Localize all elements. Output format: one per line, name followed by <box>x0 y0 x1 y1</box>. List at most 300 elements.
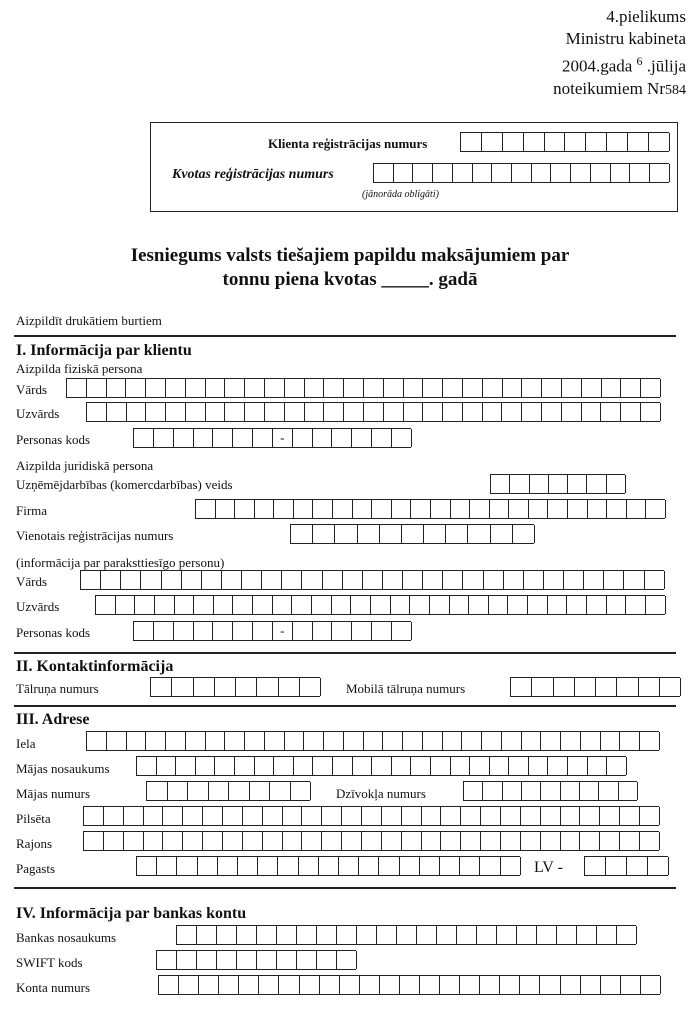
char-cell[interactable] <box>453 164 473 182</box>
char-cell[interactable] <box>599 782 618 800</box>
char-cell[interactable] <box>243 832 263 850</box>
char-cell[interactable] <box>568 500 588 518</box>
char-cell[interactable] <box>383 571 403 589</box>
char-cell[interactable] <box>403 571 423 589</box>
char-cell[interactable] <box>565 133 586 151</box>
char-cell[interactable] <box>521 832 541 850</box>
char-cell[interactable] <box>163 807 183 825</box>
char-cell[interactable] <box>206 379 226 397</box>
char-cell[interactable] <box>645 571 665 589</box>
char-cell[interactable] <box>263 832 283 850</box>
char-cell[interactable] <box>502 403 522 421</box>
char-cell[interactable] <box>660 678 681 696</box>
char-cell[interactable] <box>617 678 638 696</box>
char-cell[interactable] <box>146 379 166 397</box>
char-cell[interactable] <box>392 429 412 447</box>
char-cell[interactable] <box>175 596 195 614</box>
char-cell[interactable] <box>206 403 226 421</box>
char-cell[interactable] <box>461 832 481 850</box>
char-cell[interactable] <box>202 571 222 589</box>
char-cell[interactable] <box>607 475 626 493</box>
char-cell[interactable] <box>196 500 216 518</box>
char-cell[interactable] <box>621 379 641 397</box>
char-cell[interactable] <box>648 857 669 875</box>
char-cell[interactable] <box>135 596 155 614</box>
char-cell[interactable] <box>470 757 490 775</box>
char-cell[interactable] <box>597 926 617 944</box>
char-cell[interactable] <box>277 951 297 969</box>
char-cell[interactable] <box>186 732 206 750</box>
unified-reg-input[interactable] <box>290 524 534 544</box>
char-cell[interactable] <box>481 832 501 850</box>
char-cell[interactable] <box>470 500 490 518</box>
char-cell[interactable] <box>313 525 335 543</box>
char-cell[interactable] <box>282 571 302 589</box>
char-cell[interactable] <box>626 596 646 614</box>
char-cell[interactable] <box>214 596 234 614</box>
char-cell[interactable] <box>302 807 322 825</box>
char-cell[interactable] <box>620 732 640 750</box>
char-cell[interactable] <box>104 807 124 825</box>
char-cell[interactable] <box>236 678 257 696</box>
char-cell[interactable] <box>490 757 510 775</box>
char-cell[interactable] <box>391 596 411 614</box>
char-cell[interactable] <box>451 500 471 518</box>
char-cell[interactable] <box>317 926 337 944</box>
char-cell[interactable] <box>219 976 239 994</box>
char-cell[interactable] <box>263 807 283 825</box>
char-cell[interactable] <box>509 757 529 775</box>
char-cell[interactable] <box>450 596 470 614</box>
char-cell[interactable] <box>339 857 359 875</box>
char-cell[interactable] <box>107 732 127 750</box>
char-cell[interactable] <box>528 596 548 614</box>
char-cell[interactable] <box>564 571 584 589</box>
char-cell[interactable] <box>372 757 392 775</box>
char-cell[interactable] <box>141 571 161 589</box>
bank-name-input[interactable] <box>176 925 636 945</box>
char-cell[interactable] <box>337 951 357 969</box>
char-cell[interactable] <box>548 596 568 614</box>
char-cell[interactable] <box>383 732 403 750</box>
char-cell[interactable] <box>300 678 321 696</box>
char-cell[interactable] <box>250 782 271 800</box>
char-cell[interactable] <box>600 807 620 825</box>
char-cell[interactable] <box>491 525 513 543</box>
char-cell[interactable] <box>312 596 332 614</box>
char-cell[interactable] <box>134 429 154 447</box>
char-cell[interactable] <box>293 622 313 640</box>
char-cell[interactable] <box>359 857 379 875</box>
char-cell[interactable] <box>646 500 666 518</box>
char-cell[interactable] <box>433 164 453 182</box>
char-cell[interactable] <box>630 164 650 182</box>
char-cell[interactable] <box>265 379 285 397</box>
char-cell[interactable] <box>364 403 384 421</box>
char-cell[interactable] <box>410 596 430 614</box>
char-cell[interactable] <box>237 926 257 944</box>
char-cell[interactable] <box>127 732 147 750</box>
char-cell[interactable] <box>649 133 670 151</box>
char-cell[interactable] <box>582 403 602 421</box>
char-cell[interactable] <box>81 571 101 589</box>
char-cell[interactable] <box>580 832 600 850</box>
street-input[interactable] <box>86 731 659 751</box>
char-cell[interactable] <box>285 732 305 750</box>
char-cell[interactable] <box>394 164 414 182</box>
char-cell[interactable] <box>291 782 312 800</box>
char-cell[interactable] <box>297 926 317 944</box>
char-cell[interactable] <box>216 500 236 518</box>
swift-input[interactable] <box>156 950 356 970</box>
char-cell[interactable] <box>627 857 648 875</box>
char-cell[interactable] <box>440 857 460 875</box>
char-cell[interactable] <box>607 500 627 518</box>
char-cell[interactable] <box>225 732 245 750</box>
char-cell[interactable] <box>107 379 127 397</box>
postal-code-input[interactable] <box>584 856 668 876</box>
char-cell[interactable] <box>423 379 443 397</box>
char-cell[interactable] <box>403 732 423 750</box>
char-cell[interactable] <box>313 622 333 640</box>
char-cell[interactable] <box>606 857 627 875</box>
char-cell[interactable] <box>397 926 417 944</box>
char-cell[interactable] <box>279 976 299 994</box>
char-cell[interactable] <box>639 678 660 696</box>
char-cell[interactable] <box>144 832 164 850</box>
char-cell[interactable] <box>279 678 300 696</box>
char-cell[interactable] <box>402 525 424 543</box>
char-cell[interactable] <box>561 732 581 750</box>
char-cell[interactable] <box>174 622 194 640</box>
char-cell[interactable] <box>299 857 319 875</box>
char-cell[interactable] <box>372 500 392 518</box>
char-cell[interactable] <box>380 525 402 543</box>
char-cell[interactable] <box>332 622 352 640</box>
char-cell[interactable] <box>430 596 450 614</box>
char-cell[interactable] <box>483 403 503 421</box>
char-cell[interactable] <box>584 571 604 589</box>
char-cell[interactable] <box>324 732 344 750</box>
char-cell[interactable] <box>121 571 141 589</box>
char-cell[interactable] <box>620 832 640 850</box>
char-cell[interactable] <box>374 164 394 182</box>
char-cell[interactable] <box>203 832 223 850</box>
char-cell[interactable] <box>541 807 561 825</box>
char-cell[interactable] <box>197 951 217 969</box>
char-cell[interactable] <box>522 403 542 421</box>
char-cell[interactable] <box>360 976 380 994</box>
char-cell[interactable] <box>628 133 649 151</box>
char-cell[interactable] <box>163 832 183 850</box>
char-cell[interactable] <box>443 571 463 589</box>
char-cell[interactable] <box>422 832 442 850</box>
char-cell[interactable] <box>343 571 363 589</box>
char-cell[interactable] <box>362 807 382 825</box>
char-cell[interactable] <box>285 379 305 397</box>
char-cell[interactable] <box>557 926 577 944</box>
char-cell[interactable] <box>209 782 230 800</box>
char-cell[interactable] <box>177 857 197 875</box>
char-cell[interactable] <box>196 757 216 775</box>
char-cell[interactable] <box>324 379 344 397</box>
char-cell[interactable] <box>253 429 273 447</box>
char-cell[interactable] <box>352 622 372 640</box>
char-cell[interactable] <box>522 732 542 750</box>
char-cell[interactable] <box>335 525 357 543</box>
char-cell[interactable] <box>420 976 440 994</box>
char-cell[interactable] <box>508 596 528 614</box>
char-cell[interactable] <box>206 732 226 750</box>
char-cell[interactable] <box>524 133 545 151</box>
char-cell[interactable] <box>245 403 265 421</box>
char-cell[interactable] <box>277 926 297 944</box>
char-cell[interactable] <box>225 403 245 421</box>
char-cell[interactable] <box>601 403 621 421</box>
client-reg-input[interactable] <box>460 132 669 152</box>
char-cell[interactable] <box>581 732 601 750</box>
char-cell[interactable] <box>400 857 420 875</box>
char-cell[interactable] <box>87 403 107 421</box>
char-cell[interactable] <box>146 403 166 421</box>
char-cell[interactable] <box>274 757 294 775</box>
char-cell[interactable] <box>166 732 186 750</box>
char-cell[interactable] <box>562 379 582 397</box>
char-cell[interactable] <box>441 807 461 825</box>
char-cell[interactable] <box>577 926 597 944</box>
char-cell[interactable] <box>588 500 608 518</box>
char-cell[interactable] <box>420 857 440 875</box>
char-cell[interactable] <box>621 976 641 994</box>
char-cell[interactable] <box>382 807 402 825</box>
char-cell[interactable] <box>517 926 537 944</box>
char-cell[interactable] <box>423 732 443 750</box>
char-cell[interactable] <box>532 678 553 696</box>
char-cell[interactable] <box>641 976 661 994</box>
char-cell[interactable] <box>372 429 392 447</box>
char-cell[interactable] <box>404 403 424 421</box>
char-cell[interactable] <box>491 475 510 493</box>
char-cell[interactable] <box>640 832 660 850</box>
char-cell[interactable] <box>392 622 412 640</box>
char-cell[interactable] <box>561 832 581 850</box>
char-cell[interactable] <box>222 571 242 589</box>
char-cell[interactable] <box>313 429 333 447</box>
char-cell[interactable] <box>273 596 293 614</box>
char-cell[interactable] <box>522 379 542 397</box>
char-cell[interactable] <box>617 926 637 944</box>
char-cell[interactable] <box>223 832 243 850</box>
char-cell[interactable] <box>323 571 343 589</box>
char-cell[interactable] <box>392 500 412 518</box>
char-cell[interactable] <box>482 732 502 750</box>
char-cell[interactable] <box>548 500 568 518</box>
char-cell[interactable] <box>358 525 380 543</box>
char-cell[interactable] <box>640 732 660 750</box>
char-cell[interactable] <box>182 571 202 589</box>
char-cell[interactable] <box>294 500 314 518</box>
mobile-input[interactable] <box>510 677 680 697</box>
char-cell[interactable] <box>127 403 147 421</box>
char-cell[interactable] <box>650 164 670 182</box>
char-cell[interactable] <box>510 475 529 493</box>
char-cell[interactable] <box>87 379 107 397</box>
char-cell[interactable] <box>305 403 325 421</box>
char-cell[interactable] <box>532 164 552 182</box>
char-cell[interactable] <box>293 429 313 447</box>
char-cell[interactable] <box>218 857 238 875</box>
char-cell[interactable] <box>580 807 600 825</box>
char-cell[interactable] <box>364 379 384 397</box>
char-cell[interactable] <box>322 807 342 825</box>
char-cell[interactable] <box>203 807 223 825</box>
sig-first-name-input[interactable] <box>80 570 664 590</box>
char-cell[interactable] <box>245 732 265 750</box>
char-cell[interactable] <box>607 757 627 775</box>
char-cell[interactable] <box>621 403 641 421</box>
char-cell[interactable] <box>270 782 291 800</box>
char-cell[interactable] <box>183 832 203 850</box>
char-cell[interactable] <box>411 500 431 518</box>
char-cell[interactable] <box>620 807 640 825</box>
char-cell[interactable] <box>473 164 493 182</box>
char-cell[interactable] <box>501 857 521 875</box>
char-cell[interactable] <box>285 403 305 421</box>
char-cell[interactable] <box>67 379 87 397</box>
char-cell[interactable] <box>176 757 196 775</box>
char-cell[interactable] <box>199 976 219 994</box>
char-cell[interactable] <box>585 857 606 875</box>
char-cell[interactable] <box>509 500 529 518</box>
char-cell[interactable] <box>283 807 303 825</box>
char-cell[interactable] <box>104 832 124 850</box>
char-cell[interactable] <box>384 403 404 421</box>
apartment-number-input[interactable] <box>463 781 637 801</box>
char-cell[interactable] <box>529 500 549 518</box>
char-cell[interactable] <box>611 164 631 182</box>
char-cell[interactable] <box>324 403 344 421</box>
char-cell[interactable] <box>177 951 197 969</box>
char-cell[interactable] <box>146 732 166 750</box>
company-input[interactable] <box>195 499 665 519</box>
char-cell[interactable] <box>575 678 596 696</box>
char-cell[interactable] <box>217 951 237 969</box>
char-cell[interactable] <box>619 782 638 800</box>
char-cell[interactable] <box>337 926 357 944</box>
char-cell[interactable] <box>235 500 255 518</box>
char-cell[interactable] <box>477 926 497 944</box>
char-cell[interactable] <box>357 926 377 944</box>
char-cell[interactable] <box>259 976 279 994</box>
char-cell[interactable] <box>194 622 214 640</box>
char-cell[interactable] <box>154 622 174 640</box>
char-cell[interactable] <box>353 757 373 775</box>
last-name-input[interactable] <box>86 402 660 422</box>
char-cell[interactable] <box>344 403 364 421</box>
char-cell[interactable] <box>461 133 482 151</box>
char-cell[interactable] <box>101 571 121 589</box>
char-cell[interactable] <box>501 832 521 850</box>
char-cell[interactable] <box>174 429 194 447</box>
char-cell[interactable] <box>351 596 371 614</box>
char-cell[interactable] <box>548 757 568 775</box>
char-cell[interactable] <box>215 678 236 696</box>
char-cell[interactable] <box>87 732 107 750</box>
char-cell[interactable] <box>591 164 611 182</box>
char-cell[interactable] <box>305 379 325 397</box>
char-cell[interactable] <box>489 596 509 614</box>
char-cell[interactable] <box>604 571 624 589</box>
char-cell[interactable] <box>317 951 337 969</box>
char-cell[interactable] <box>443 403 463 421</box>
char-cell[interactable] <box>225 379 245 397</box>
char-cell[interactable] <box>157 757 177 775</box>
char-cell[interactable] <box>482 133 503 151</box>
char-cell[interactable] <box>461 807 481 825</box>
char-cell[interactable] <box>542 403 562 421</box>
char-cell[interactable] <box>423 571 443 589</box>
char-cell[interactable] <box>511 678 532 696</box>
char-cell[interactable] <box>561 807 581 825</box>
char-cell[interactable] <box>313 757 333 775</box>
char-cell[interactable] <box>186 403 206 421</box>
parish-input[interactable] <box>136 856 520 876</box>
sig-last-name-input[interactable] <box>95 595 665 615</box>
char-cell[interactable] <box>404 379 424 397</box>
char-cell[interactable] <box>502 732 522 750</box>
char-cell[interactable] <box>607 596 627 614</box>
char-cell[interactable] <box>568 475 587 493</box>
char-cell[interactable] <box>512 164 532 182</box>
char-cell[interactable] <box>497 926 517 944</box>
char-cell[interactable] <box>607 133 628 151</box>
char-cell[interactable] <box>300 976 320 994</box>
personal-code-input[interactable] <box>133 428 411 448</box>
char-cell[interactable] <box>198 857 218 875</box>
char-cell[interactable] <box>157 857 177 875</box>
char-cell[interactable] <box>229 782 250 800</box>
char-cell[interactable] <box>641 379 661 397</box>
char-cell[interactable] <box>183 807 203 825</box>
char-cell[interactable] <box>134 622 154 640</box>
char-cell[interactable] <box>353 500 373 518</box>
char-cell[interactable] <box>262 571 282 589</box>
char-cell[interactable] <box>567 596 587 614</box>
char-cell[interactable] <box>443 379 463 397</box>
char-cell[interactable] <box>483 782 502 800</box>
char-cell[interactable] <box>265 732 285 750</box>
char-cell[interactable] <box>116 596 136 614</box>
char-cell[interactable] <box>490 500 510 518</box>
char-cell[interactable] <box>501 807 521 825</box>
char-cell[interactable] <box>297 951 317 969</box>
char-cell[interactable] <box>194 678 215 696</box>
char-cell[interactable] <box>278 857 298 875</box>
char-cell[interactable] <box>588 757 608 775</box>
char-cell[interactable] <box>601 732 621 750</box>
char-cell[interactable] <box>258 857 278 875</box>
char-cell[interactable] <box>457 926 477 944</box>
char-cell[interactable] <box>524 571 544 589</box>
char-cell[interactable] <box>582 379 602 397</box>
char-cell[interactable] <box>641 403 661 421</box>
char-cell[interactable] <box>522 782 541 800</box>
char-cell[interactable] <box>580 782 599 800</box>
char-cell[interactable] <box>422 807 442 825</box>
char-cell[interactable] <box>562 403 582 421</box>
char-cell[interactable] <box>265 403 285 421</box>
first-name-input[interactable] <box>66 378 660 398</box>
